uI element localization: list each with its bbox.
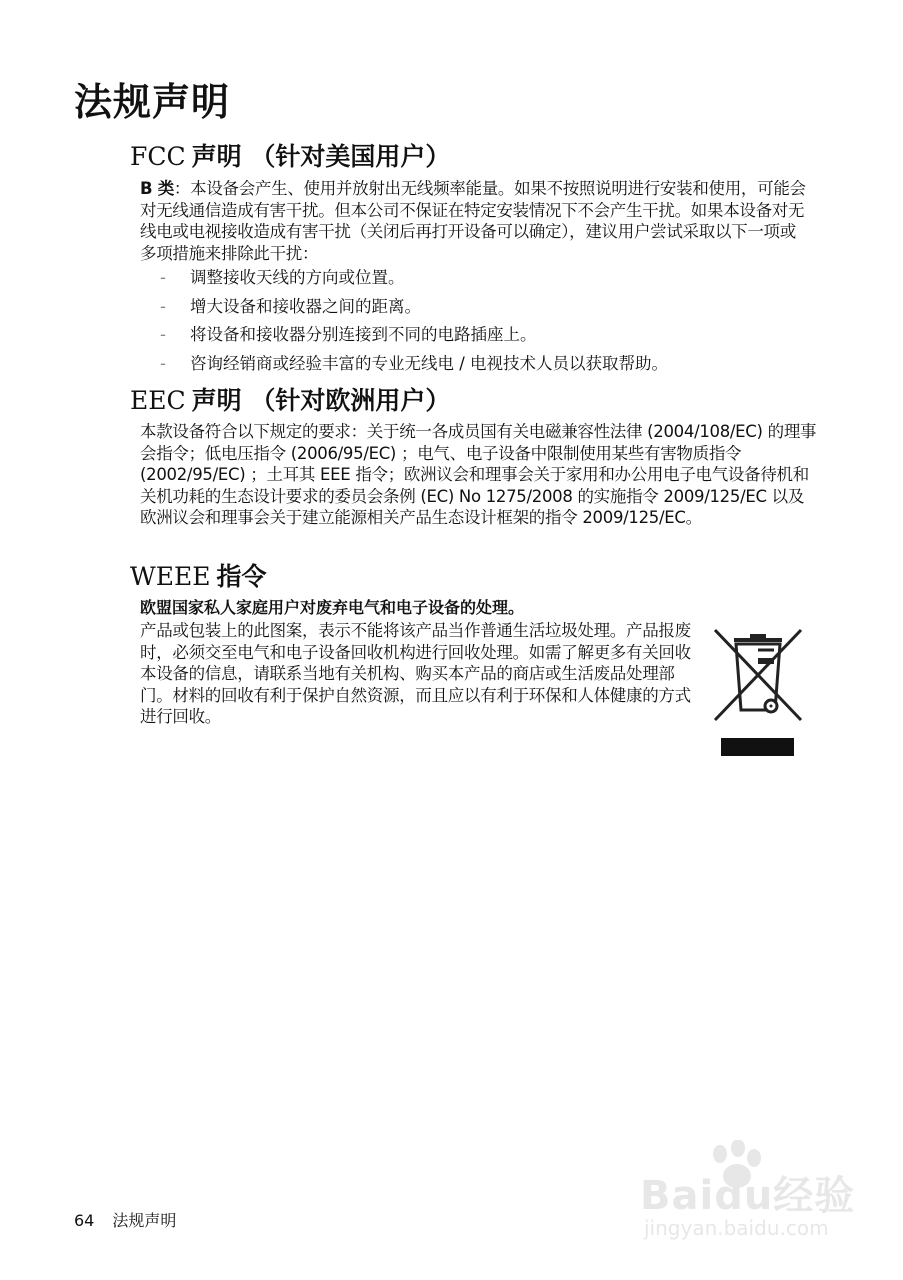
weee-subtitle: 欧盟国家私人家庭用户对废弃电气和电子设备的处理。 (140, 598, 525, 617)
eec-heading-latin: EEC (130, 386, 186, 415)
list-item-text: 调整接收天线的方向或位置。 (190, 268, 405, 287)
crossed-out-wheelie-bin-icon (712, 628, 804, 760)
watermark-url: jingyan.baidu.com (644, 1216, 829, 1240)
eec-section (130, 385, 817, 527)
weee-section (130, 561, 691, 726)
page-title: 法规声明 (74, 80, 231, 124)
weee-heading (130, 561, 266, 593)
list-item (160, 350, 668, 379)
eec-paragraph: 本款设备符合以下规定的要求：关于统一各成员国有关电磁兼容性法律 (2004/108/EC) 的理事会指令；低电压指令 (2006/95/EC) ；电气、电子设备中限制使用某些有害物质指令 (2002/95/EC) ；土耳其 EEE 指令；欧洲议会和理事会关于家用和办公用电子电气设备待机和关机功耗的生态设计要求的委员会条例 (EC) No 1275/2008 的实施指令 2009/125/EC 以及欧洲议会和理事会关于建立能源相关产品生态设计框架的指令 2009/125/EC。 (140, 422, 817, 527)
page-number: 64 (74, 1211, 95, 1230)
fcc-heading-latin: FCC (130, 142, 186, 171)
list-item (160, 321, 668, 350)
list-item (160, 293, 668, 322)
fcc-heading-cjk: 声明 （针对美国用户） (191, 142, 451, 171)
weee-heading-latin: WEEE (130, 562, 211, 591)
fcc-paragraph (140, 178, 808, 264)
baidu-watermark (640, 1140, 860, 1250)
fcc-body: ：本设备会产生、使用并放射出无线频率能量。如果不按照说明进行安装和使用，可能会对无线通信造成有害干扰。但本公司不保证在特定安装情况下不会产生干扰。如果本设备对无线电或电视接收造成有害干扰（关闭后再打开设备可以确定），建议用户尝试采取以下一项或多项措施来排除此干扰： (140, 179, 806, 263)
fcc-class-label: B 类 (140, 179, 174, 198)
fcc-measures-list (160, 264, 668, 378)
list-item-text: 咨询经销商或经验丰富的专业无线电 / 电视技术人员以获取帮助。 (190, 353, 669, 373)
page-footer (74, 1209, 176, 1233)
footer-section-name: 法规声明 (112, 1211, 177, 1230)
weee-paragraph: 产品或包装上的此图案，表示不能将该产品当作普通生活垃圾处理。产品报废时，必须交至电气和电子设备回收机构进行回收处理。如需了解更多有关回收本设备的信息，请联系当地有关机构、购买本产品的商店或生活废品处理部门。材料的回收有利于保护自然资源，而且应以有利于环保和人体健康的方式进行回收。 (140, 621, 691, 726)
list-item-text: 增大设备和接收器之间的距离。 (190, 296, 421, 316)
list-item (160, 264, 668, 293)
eec-heading-cjk: 声明 （针对欧洲用户） (191, 386, 451, 415)
bullet-dash: - (160, 353, 166, 373)
weee-heading-cjk: 指令 (216, 562, 267, 591)
fcc-heading (130, 141, 450, 173)
list-item-text: 将设备和接收器分别连接到不同的电路插座上。 (190, 325, 537, 344)
bullet-dash: - (160, 296, 166, 316)
watermark-brand: Baidu经验 (640, 1173, 856, 1219)
fcc-section (130, 141, 806, 373)
bullet-dash: - (160, 325, 166, 344)
eec-heading (130, 385, 450, 417)
bullet-dash: - (160, 268, 166, 287)
